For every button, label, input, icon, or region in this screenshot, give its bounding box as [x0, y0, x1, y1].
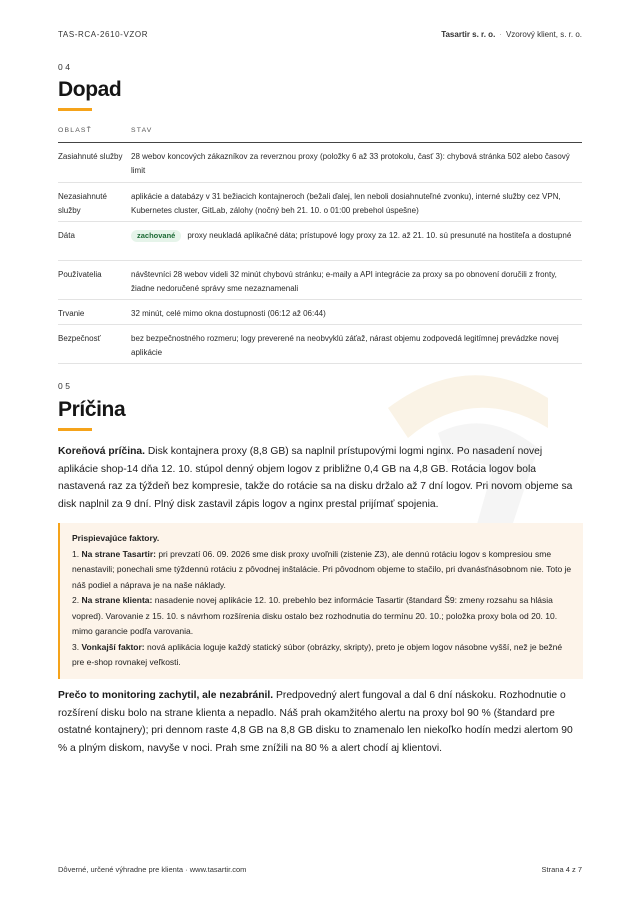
title-accent-bar	[58, 108, 92, 111]
factor-item	[72, 640, 574, 671]
callout-title: Prispievajúce faktory.	[72, 533, 160, 543]
factor-text: pri prevzatí 06. 09. 2026 sme disk proxy uvoľnili (zistenie Z3), ale dennú rotáciu logov s kompresiou sme nenastavili; ponechali sme týždennú rotáciu z pôvodnej inštalácie. Pri pôvodnom objeme to stačilo, pri dvanásťnásobnom nie. Toto je náš podiel a náprava je na naše náklady.	[72, 548, 572, 590]
factor-number: 1.	[72, 548, 80, 559]
impact-table	[58, 120, 582, 364]
factor-text: nasadenie novej aplikácie 12. 10. prebehlo bez informácie Tasartir (štandard Š9: zmeny rozsahu sa hlásia vopred). Varovanie z 15. 10. s návrhom rozšírenia disku ostalo bez rozhodnutia do termínu 20. 10.; položka proxy bola od 20. 10. mimo garancie podľa varovania.	[72, 595, 558, 636]
section-title: Príčina	[58, 398, 126, 421]
table-header	[58, 120, 582, 143]
table-row	[58, 143, 582, 183]
row-status: bez bezpečnostného rozmeru; logy preverené na neobvyklú záťaž, nárast objemu zodpovedá legitímnej prevádzke novej aplikácie	[131, 334, 559, 357]
table-row	[58, 325, 582, 364]
monitoring-label: Prečo to monitoring zachytil, ale nezabránil.	[58, 690, 274, 701]
row-status: 32 minút, celé mimo okna dostupnosti (06:12 až 06:44)	[131, 309, 326, 318]
status-badge: zachované	[131, 230, 181, 242]
factor-text: nová aplikácia loguje každý statický súbor (obrázky, skripty), preto je objem logov násobne vyšší, než je bežné pre e-shop rovnakej veľkosti.	[72, 641, 563, 667]
table-row	[58, 300, 582, 325]
row-status: návštevníci 28 webov videli 32 minút chybovú stránku; e-maily a API integrácie za proxy sa po obnovení doručili z fronty, žiadne nedoručené správy sme nezaznamenali	[131, 270, 557, 293]
row-area: Bezpečnosť	[58, 334, 101, 343]
table-row	[58, 183, 582, 222]
row-area: Zasiahnuté služby	[58, 152, 123, 161]
factor-label: Vonkajší faktor:	[81, 641, 145, 652]
contributing-factors-callout	[58, 523, 583, 679]
factor-label: Na strane klienta:	[81, 595, 153, 605]
client-name: Vzorový klient, s. r. o.	[505, 30, 582, 39]
footer-confidential: Dôverné, určené výhradne pre klienta · www.tasartir.com	[58, 865, 247, 874]
section-number: 04	[58, 62, 73, 72]
monitoring-paragraph	[58, 687, 583, 757]
factor-number: 3.	[72, 641, 80, 652]
title-accent-bar	[58, 428, 92, 431]
factor-label: Na strane Tasartir:	[81, 548, 156, 559]
row-status: 28 webov koncových zákazníkov za reverznou proxy (položky 6 až 33 protokolu, časť 3): chybová stránka 502 alebo časový limit	[131, 152, 570, 175]
root-cause-text: Disk kontajnera proxy (8,8 GB) sa naplnil prístupovými logmi nginx. Po nasadení novej aplikácie shop-14 dňa 12. 10. stúpol denný objem logov z približne 0,4 GB na 4,8 GB. Rotácia logov bola nastavená raz za týždeň bez kompresie, takže do rotácie sa na disku držalo až 7 dní logov. Pri novom objeme sa disk naplnil za 9 dní. Plný disk zastavil zápis logov a nginx prestal prijímať spojenia.	[58, 446, 573, 510]
section-number: 05	[58, 381, 73, 391]
page-header	[58, 30, 582, 44]
row-area: Trvanie	[58, 309, 85, 318]
root-cause-paragraph	[58, 443, 583, 513]
factor-item	[72, 593, 574, 640]
document-id: TAS-RCA-2610-VZOR	[58, 30, 149, 39]
row-status: proxy neukladá aplikačné dáta; prístupové logy proxy za 12. až 21. 10. sú presunuté na hostiteľa a dostupné	[187, 231, 572, 240]
factor-item	[72, 547, 574, 594]
row-status: aplikácie a databázy v 31 bežiacich kontajneroch (bežali ďalej, len neboli dosiahnuteľné zvonku), interné služby cez VPN, Kubernetes cluster, GitLab, zálohy (nočný beh 21. 10. o 01:00 prebehol úspešne)	[131, 192, 561, 215]
header-right	[441, 30, 582, 39]
column-header-status: STAV	[131, 127, 153, 134]
table-row	[58, 222, 582, 261]
row-status-cell	[131, 229, 581, 243]
row-area: Nezasiahnuté služby	[58, 192, 107, 215]
row-area: Používatelia	[58, 270, 102, 279]
root-cause-label: Koreňová príčina.	[58, 446, 145, 457]
section-title: Dopad	[58, 78, 122, 101]
monitoring-text: Predpovedný alert fungoval a dal 6 dní náskoku. Rozhodnutie o rozšírení disku bolo na strane klienta a nepadlo. Náš prah okamžitého alertu na proxy bol 90 % (štandard pre ostatné kontajnery); pri dennom raste 4,8 GB na 8,8 GB disku to znamenalo len niekoľko hodín medzi alertom 90 % a plným diskom, navyše v noci. Prah sme znížili na 80 % a alert chodí aj klientovi.	[58, 690, 573, 754]
page-number: Strana 4 z 7	[541, 865, 582, 874]
company-name: Tasartir s. r. o.	[441, 30, 496, 39]
header-separator: ·	[499, 30, 502, 39]
factor-number: 2.	[72, 595, 80, 605]
column-header-area: OBLASŤ	[58, 127, 93, 134]
table-row	[58, 261, 582, 300]
row-area: Dáta	[58, 231, 75, 240]
